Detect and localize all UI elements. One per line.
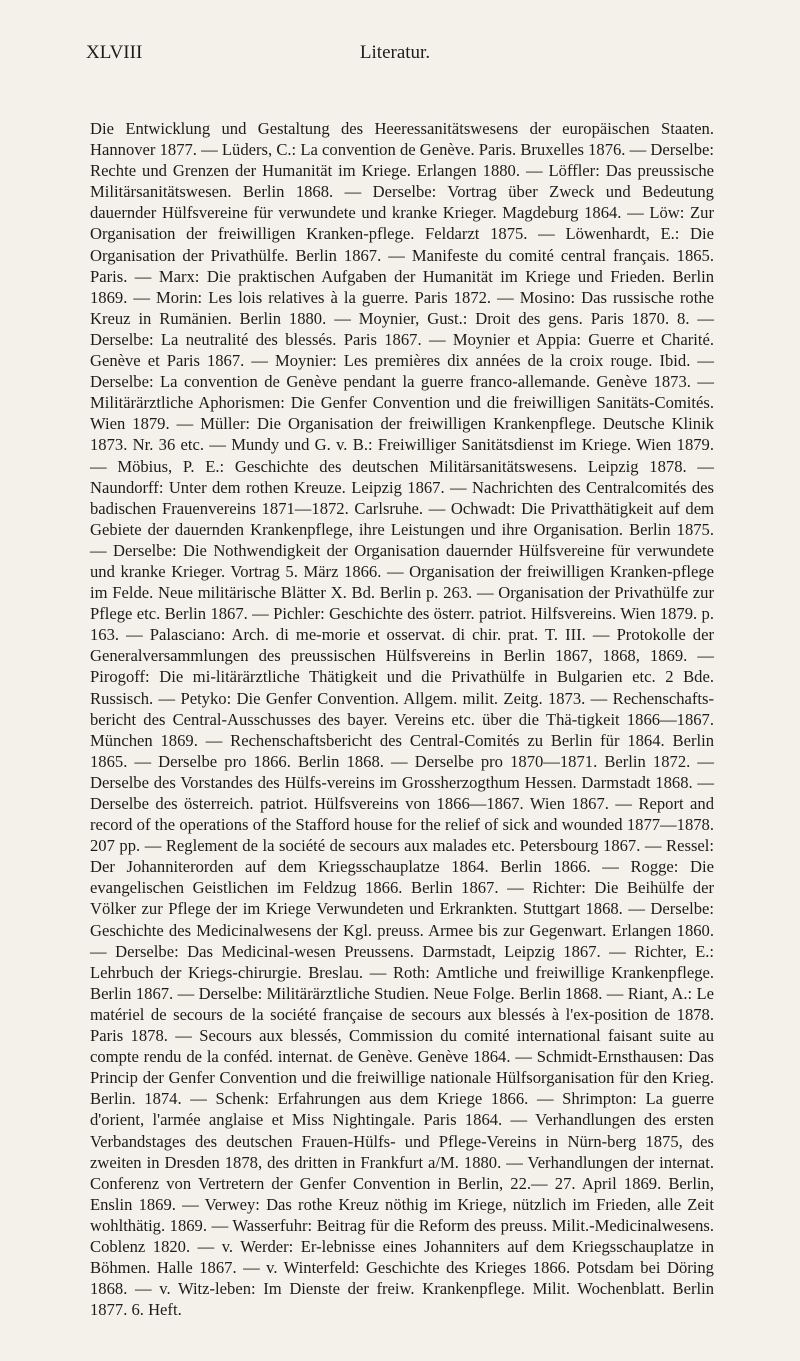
bibliography-entry: — Derselbe: Das Medicinal-wesen Preussens. Darmstadt, Leipzig 1867. [90,941,601,961]
bibliography-entry: — Rechenschaftsbericht des Central-Comités zu Berlin für 1864. Berlin 1865. [90,730,714,771]
bibliography-entry: — Roth: Amtliche und freiwillige Krankenpflege. Berlin 1867. [90,962,715,1003]
bibliography-entry: — Wasserfuhr: Beitrag für die Reform des preuss. Milit.-Medicinalwesens. Coblenz 1820. [90,1215,714,1256]
bibliography-entry: — Richter: Die Beihülfe der Völker zur Pflege der im Kriege Verwundeten und Erkrankten. Stuttgart 1868. [90,878,714,919]
bibliography-entry: — Secours aux blessés, Commission du comité international faisant suite au compte rendu de la conféd. internat. de Genève. Genève 1864. [90,1026,715,1067]
bibliography-entry: — Derselbe: Rechte und Grenzen der Humanität im Kriege. Erlangen 1880. [90,140,714,181]
bibliography-entry: — Moynier, Gust.: Droit des gens. Paris 1870. 8. [334,308,690,328]
bibliography-entry: — Rechenschafts-bericht des Central-Ausschusses des bayer. Vereins etc. über die Thä-tigkeit 1866—1867. München 1869. [90,688,714,750]
bibliography-entry: — Löw: Zur Organisation der freiwilligen Kranken-pflege. Feldarzt 1875. [90,203,714,244]
bibliography-entry: — Löffler: Das preussische Militärsanitätswesen. Berlin 1868. [90,161,714,202]
bibliography-entry: — Derselbe: Vortrag über Zweck und Bedeutung dauernder Hülfsvereine für verwundete und kranke Krieger. Magdeburg 1864. [90,182,714,223]
bibliography-entry: — Report and record of the operations of the Stafford house for the relief of sick and wounded 1877—1878. 207 pp. [90,794,714,856]
bibliography-entry: — Ochwadt: Die Privatthätigkeit auf dem Gebiete der dauernden Krankenpflege, ihre Leistungen und ihre Organisation. Berlin 1875. [90,498,714,539]
bibliography-entry: — Derselbe: La neutralité des blessés. Paris 1867. [90,308,714,349]
bibliography-entry: — Moynier: Les premières dix années de la croix rouge. Ibid. [251,351,691,371]
bibliography-entry: — Nachrichten des Centralcomités des badischen Frauenvereins 1871—1872. Carlsruhe. [90,477,714,518]
bibliography-entry: — v. Witz-leben: Im Dienste der freiw. Krankenpflege. Milit. Wochenblatt. Berlin 1877. 6. Heft. [90,1279,715,1320]
bibliography-entry: — Derselbe: Die Nothwendigkeit der Organisation dauernder Hülfsvereine für verwundete und kranke Krieger. Vortrag 5. März 1866. [90,540,714,581]
bibliography-entry: — Organisation der Privathülfe zur Pflege etc. Berlin 1867. [90,583,714,624]
bibliography-entry: — Derselbe: Militärärztliche Studien. Neue Folge. Berlin 1868. [177,983,603,1003]
bibliography-entry: — Derselbe: La convention de Genève pendant la guerre franco-allemande. Genève 1873. [90,351,714,392]
bibliography-entry: — Müller: Die Organisation der freiwilligen Krankenpflege. Deutsche Klinik 1873. Nr. 36 etc. [90,414,714,455]
running-head [86,42,704,66]
bibliography-entry: — Möbius, P. E.: Geschichte des deutschen Militärsanitätswesens. Leipzig 1878. [90,456,687,476]
bibliography-entry: — Ressel: Der Johanniterorden auf dem Kriegsschauplatze 1864. Berlin 1866. [90,836,714,877]
page-number: XLVIII [86,42,143,63]
bibliography-entry: — Reglement de la société de secours aux malades etc. Petersbourg 1867. [144,836,641,856]
bibliography-entry: — Manifeste du comité central français. 1865. Paris. [90,245,715,286]
bibliography-entry: — Rogge: Die evangelischen Geistlichen im Feldzug 1866. Berlin 1867. [90,857,714,898]
bibliography-entry: — v. Winterfeld: Geschichte des Krieges 1866. Potsdam bei Döring 1868. [90,1258,714,1299]
bibliography-entry: — Mundy und G. v. B.: Freiwilliger Sanitätsdienst im Kriege. Wien 1879. [209,435,714,455]
bibliography-entry: — Derselbe pro 1870—1871. Berlin 1872. [391,751,691,771]
bibliography-entry: — Verhandlungen der internat. Conferenz von Vertretern der Genfer Convention in Berlin, 22.— 27. April 1869. Berlin, Enslin 1869. [90,1152,714,1214]
bibliography-entry: Die Entwicklung und Gestaltung des Heeressanitätswesens der europäischen Staaten. Hannover 1877. [90,119,714,160]
bibliography-entry: — Organisation der freiwilligen Kranken-pflege im Felde. Neue militärische Blätter X. Bd. Berlin p. 263. [90,561,714,603]
bibliography-entry: — Protokolle der Generalversammlungen des preussischen Hülfsvereins in Berlin 1867, 1868, 1869. [90,625,714,666]
bibliography-entry: — Marx: Die praktischen Aufgaben der Humanität im Kriege und Frieden. Berlin 1869. [90,266,714,307]
bibliography-entry: — Derselbe: Geschichte des Medicinalwesens der Kgl. preuss. Armee bis zur Gegenwart. Erlangen 1860. [90,899,714,940]
bibliography-paragraph [90,118,714,1320]
bibliography-entry: — Pirogoff: Die mi-litärärztliche Thätigkeit und die Privathülfe in Bulgarien etc. 2 Bde. Russisch. [90,646,714,708]
bibliography-entry: — Richter, E.: Lehrbuch der Kriegs-chirurgie. Breslau. [90,941,714,982]
bibliography-entry: — Petyko: Die Genfer Convention. Allgem. milit. Zeitg. 1873. [158,688,586,708]
bibliography-entry: — Shrimpton: La guerre d'orient, l'armée anglaise et Miss Nightingale. Paris 1864. [90,1089,715,1130]
bibliography-entry: — Derselbe des österreich. patriot. Hülfsvereins von 1866—1867. Wien 1867. [90,772,714,813]
section-title: Literatur. [359,42,431,63]
bibliography-entry: — Mosino: Das russische rothe Kreuz in Rumänien. Berlin 1880. [90,287,714,328]
bibliography-entry: — Morin: Les lois relatives à la guerre. Paris 1872. [133,287,492,307]
bibliography-entry: — Moynier et Appia: Guerre et Charité. Genève et Paris 1867. [90,329,714,371]
bibliography-entry: — Verwey: Das rothe Kreuz nöthig im Kriege, nützlich im Frieden, alle Zeit wohlthätig. 1869. [90,1194,714,1235]
bibliography-entry: — Schenk: Erfahrungen aus dem Kriege 1866. [190,1089,529,1109]
bibliography-entry: — v. Werder: Er-lebnisse eines Johanniters auf dem Kriegsschauplatze in Böhmen. Halle 1867. [90,1236,714,1278]
bibliography-entry: — Pichler: Geschichte des österr. patriot. Hilfsvereins. Wien 1879. p. 163. [90,604,714,645]
bibliography-entry: — Löwenhardt, E.: Die Organisation der Privathülfe. Berlin 1867. [90,224,715,265]
bibliography-entry: — Schmidt-Ernsthausen: Das Princip der Genfer Convention und die freiwillige nationale Hülfsorganisation für den Krieg. Berlin. 1874. [90,1047,714,1109]
bibliography-entry: — Lüders, C.: La convention de Genève. Paris. Bruxelles 1876. [201,140,626,160]
bibliography-entry: — Palasciano: Arch. di me-morie et osservat. di chir. prat. T. III. [126,625,586,645]
bibliography-entry: — Naundorff: Unter dem rothen Kreuze. Leipzig 1867. [90,456,714,497]
bibliography-entry: — Militärärztliche Aphorismen: Die Genfer Convention und die freiwilligen Sanitäts-Comités. Wien 1879. [90,372,714,434]
bibliography-entry: — Riant, A.: Le matériel de secours de la société française de secours aux blessés à l'ex-position de 1878. Paris 1878. [90,983,715,1046]
bibliography-entry: — Derselbe pro 1866. Berlin 1868. [134,751,384,771]
bibliography-entry: — Verhandlungen des ersten Verbandstages des deutschen Frauen-Hülfs- und Pflege-Vereins in Nürn-berg 1875, des zweiten in Dresden 1878, des dritten in Frankfurt a/M. 1880. [90,1110,714,1172]
bibliography-entry: — Derselbe des Vorstandes des Hülfs-vereins im Grossherzogthum Hessen. Darmstadt 1868. [90,751,714,792]
